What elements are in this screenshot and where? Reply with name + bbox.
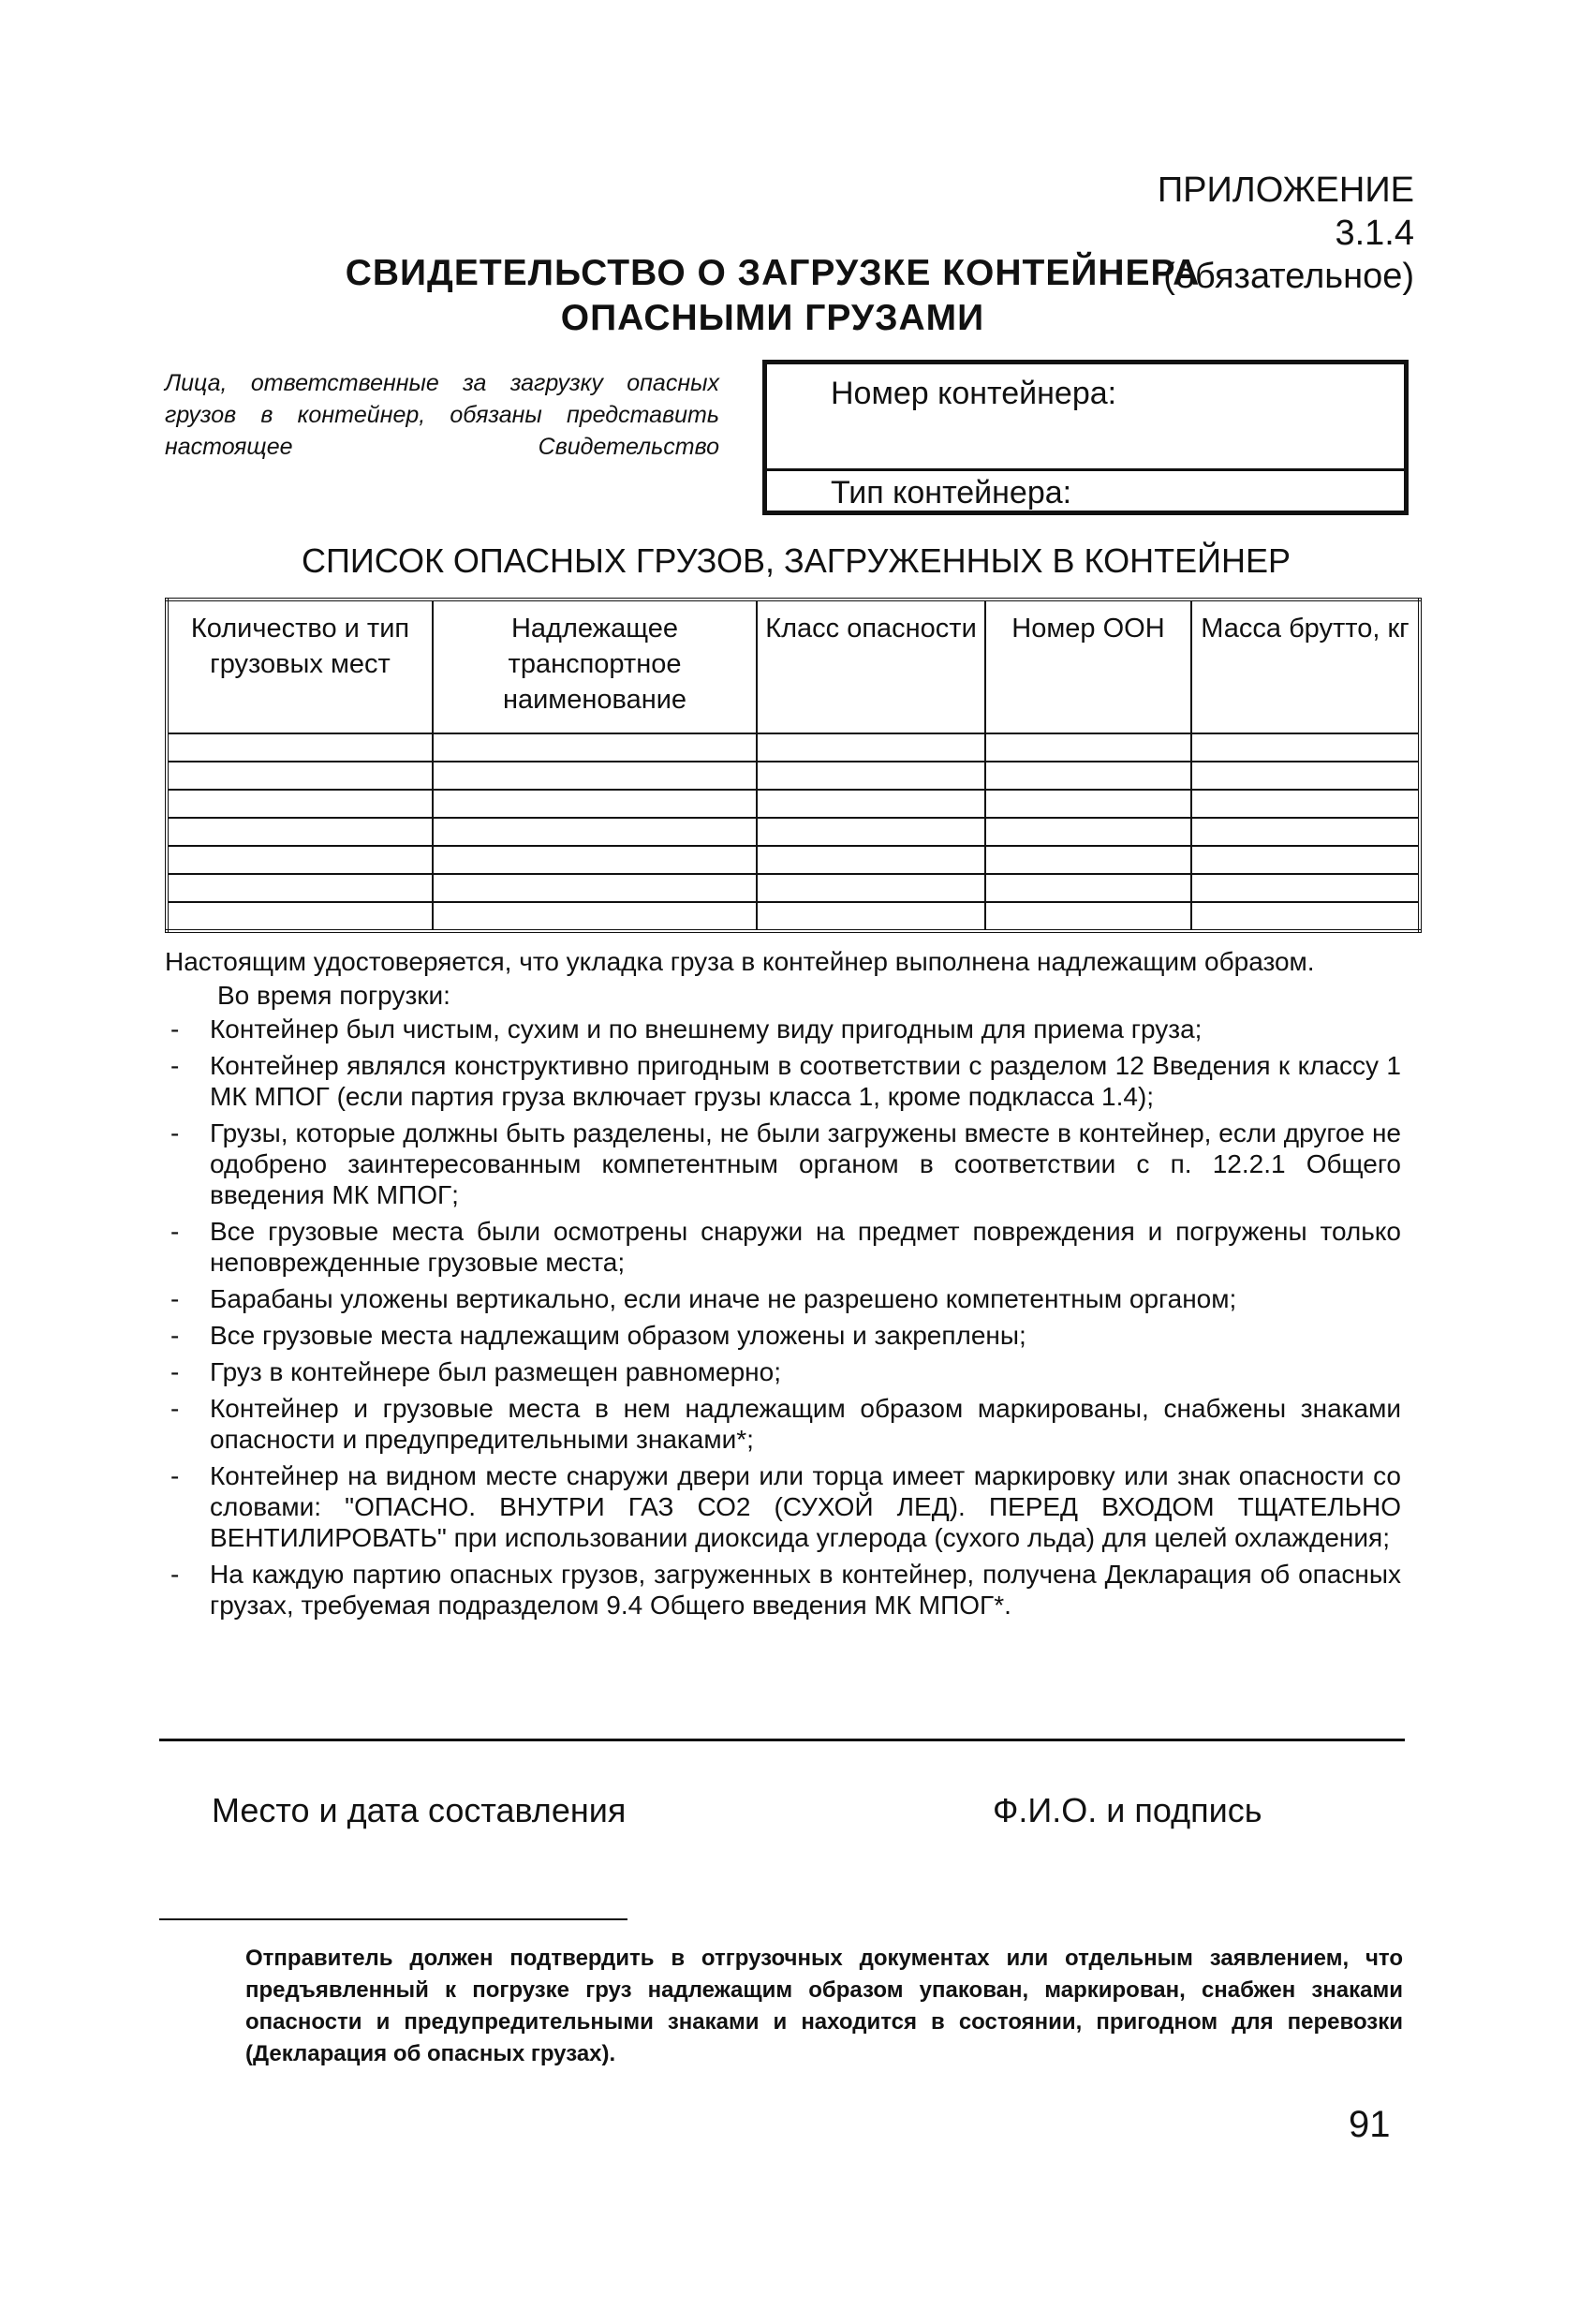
table-row [167, 762, 1420, 790]
table-cell[interactable] [167, 846, 433, 874]
table-cell[interactable] [985, 902, 1191, 931]
table-cell[interactable] [985, 846, 1191, 874]
table-row [167, 874, 1420, 902]
col-header-shipping-name: Надлежащее транспортное наименование [433, 600, 757, 733]
during-loading-heading: Во время погрузки: [217, 981, 450, 1010]
table-cell[interactable] [167, 874, 433, 902]
container-number-field[interactable] [767, 364, 1404, 471]
list-item: - Все грузовые места были осмотрены снаружи на предмет повреждения и погружены только неповрежденные грузовые места; [165, 1216, 1401, 1278]
table-cell[interactable] [985, 733, 1191, 762]
certification-text [165, 946, 1401, 1626]
list-item: - Грузы, которые должны быть разделены, не были загружены вместе в контейнер, если другое не одобрено заинтересованным компетентным органом в соответствии с п. 12.2.1 Общего введения МК МПОГ; [165, 1118, 1401, 1210]
appendix-number: ПРИЛОЖЕНИЕ 3.1.4 [1157, 170, 1414, 253]
table-cell[interactable] [985, 790, 1191, 818]
container-info-box [762, 360, 1409, 515]
responsibility-note: Лица, ответственные за загрузку опасных грузов в контейнер, обязаны представить настоящее Свидетельство [165, 370, 719, 460]
col-header-class: Класс опасности [757, 600, 985, 733]
appendix-status: (обязательное) [1163, 257, 1414, 296]
table-header-row [167, 600, 1420, 733]
footnote-text: Отправитель должен подтвердить в отгрузочных документах или отдельным заявлением, что предъявленный к погрузке груз надлежащим образом упакован, маркирован, снабжен знаками опасности и предупредительными знаками и находится в состоянии, пригодном для перевозки (Декларация об опасных грузах). [245, 1946, 1403, 2066]
col-header-gross-mass: Масса брутто, кг [1191, 600, 1420, 733]
container-type-field[interactable] [767, 471, 1404, 511]
table-cell[interactable] [433, 733, 757, 762]
table-cell[interactable] [433, 790, 757, 818]
place-date-label: Место и дата составления [212, 1791, 627, 1829]
list-item: - Груз в контейнере был размещен равномерно; [165, 1356, 1401, 1387]
table-cell[interactable] [433, 846, 757, 874]
table-cell[interactable] [433, 762, 757, 790]
table-cell[interactable] [757, 733, 985, 762]
goods-list-title: СПИСОК ОПАСНЫХ ГРУЗОВ, ЗАГРУЖЕННЫХ В КОНТЕЙНЕР [301, 541, 1291, 580]
table-cell[interactable] [167, 733, 433, 762]
list-item: - На каждую партию опасных грузов, загруженных в контейнер, получена Декларация об опасных грузах, требуемая подразделом 9.4 Общего введения МК МПОГ*. [165, 1559, 1401, 1621]
dangerous-goods-table [165, 598, 1422, 933]
table-cell[interactable] [433, 902, 757, 931]
table-cell[interactable] [985, 818, 1191, 846]
page-number: 91 [1349, 2104, 1391, 2145]
table-cell[interactable] [167, 790, 433, 818]
list-item: - Контейнер являлся конструктивно пригодным в соответствии с разделом 12 Введения к классу 1 МК МПОГ (если партия груза включает грузы класса 1, кроме подкласса 1.4); [165, 1050, 1401, 1112]
list-item: - Контейнер был чистым, сухим и по внешнему виду пригодным для приема груза; [165, 1014, 1401, 1044]
col-header-un-number: Номер ООН [985, 600, 1191, 733]
list-item: - Контейнер на видном месте снаружи двери или торца имеет маркировку или знак опасности со словами: "ОПАСНО. ВНУТРИ ГАЗ СО2 (СУХОЙ ЛЕД). ПЕРЕД ВХОДОМ ТЩАТЕЛЬНО ВЕНТИЛИРОВАТЬ" при использовании диоксида углерода (сухого льда) для целей охлаждения; [165, 1460, 1401, 1553]
conditions-list [165, 1014, 1401, 1621]
table-cell[interactable] [433, 874, 757, 902]
title-line-1: СВИДЕТЕЛЬСТВО О ЗАГРУЗКЕ КОНТЕЙНЕРА [345, 253, 1201, 293]
table-cell[interactable] [1191, 762, 1420, 790]
table-row [167, 846, 1420, 874]
table-cell[interactable] [1191, 733, 1420, 762]
list-item: - Все грузовые места надлежащим образом уложены и закреплены; [165, 1320, 1401, 1351]
table-row [167, 790, 1420, 818]
table-cell[interactable] [1191, 790, 1420, 818]
table-cell[interactable] [167, 818, 433, 846]
table-cell[interactable] [757, 846, 985, 874]
table-cell[interactable] [985, 762, 1191, 790]
table-cell[interactable] [985, 874, 1191, 902]
table-cell[interactable] [1191, 818, 1420, 846]
table-cell[interactable] [757, 902, 985, 931]
title-line-2: ОПАСНЫМИ ГРУЗАМИ [560, 298, 985, 338]
name-signature-label: Ф.И.О. и подпись [993, 1791, 1262, 1829]
table-cell[interactable] [757, 874, 985, 902]
container-number-label: Номер контейнера: [831, 376, 1117, 411]
signature-divider [159, 1739, 1405, 1741]
table-cell[interactable] [1191, 846, 1420, 874]
footnote-divider [159, 1918, 627, 1920]
table-cell[interactable] [757, 818, 985, 846]
table-cell[interactable] [1191, 874, 1420, 902]
table-cell[interactable] [757, 762, 985, 790]
certify-paragraph: Настоящим удостоверяется, что укладка груза в контейнер выполнена надлежащим образом. [165, 947, 1315, 976]
table-row [167, 818, 1420, 846]
col-header-quantity: Количество и тип грузовых мест [167, 600, 433, 733]
table-cell[interactable] [1191, 902, 1420, 931]
table-cell[interactable] [167, 902, 433, 931]
table-cell[interactable] [757, 790, 985, 818]
table-row [167, 902, 1420, 931]
list-item: - Контейнер и грузовые места в нем надлежащим образом маркированы, снабжены знаками опасности и предупредительными знаками*; [165, 1393, 1401, 1455]
list-item: - Барабаны уложены вертикально, если иначе не разрешено компетентным органом; [165, 1283, 1401, 1314]
table-cell[interactable] [433, 818, 757, 846]
document-title [281, 251, 1264, 341]
container-type-label: Тип контейнера: [831, 475, 1072, 511]
table-cell[interactable] [167, 762, 433, 790]
table-row [167, 733, 1420, 762]
